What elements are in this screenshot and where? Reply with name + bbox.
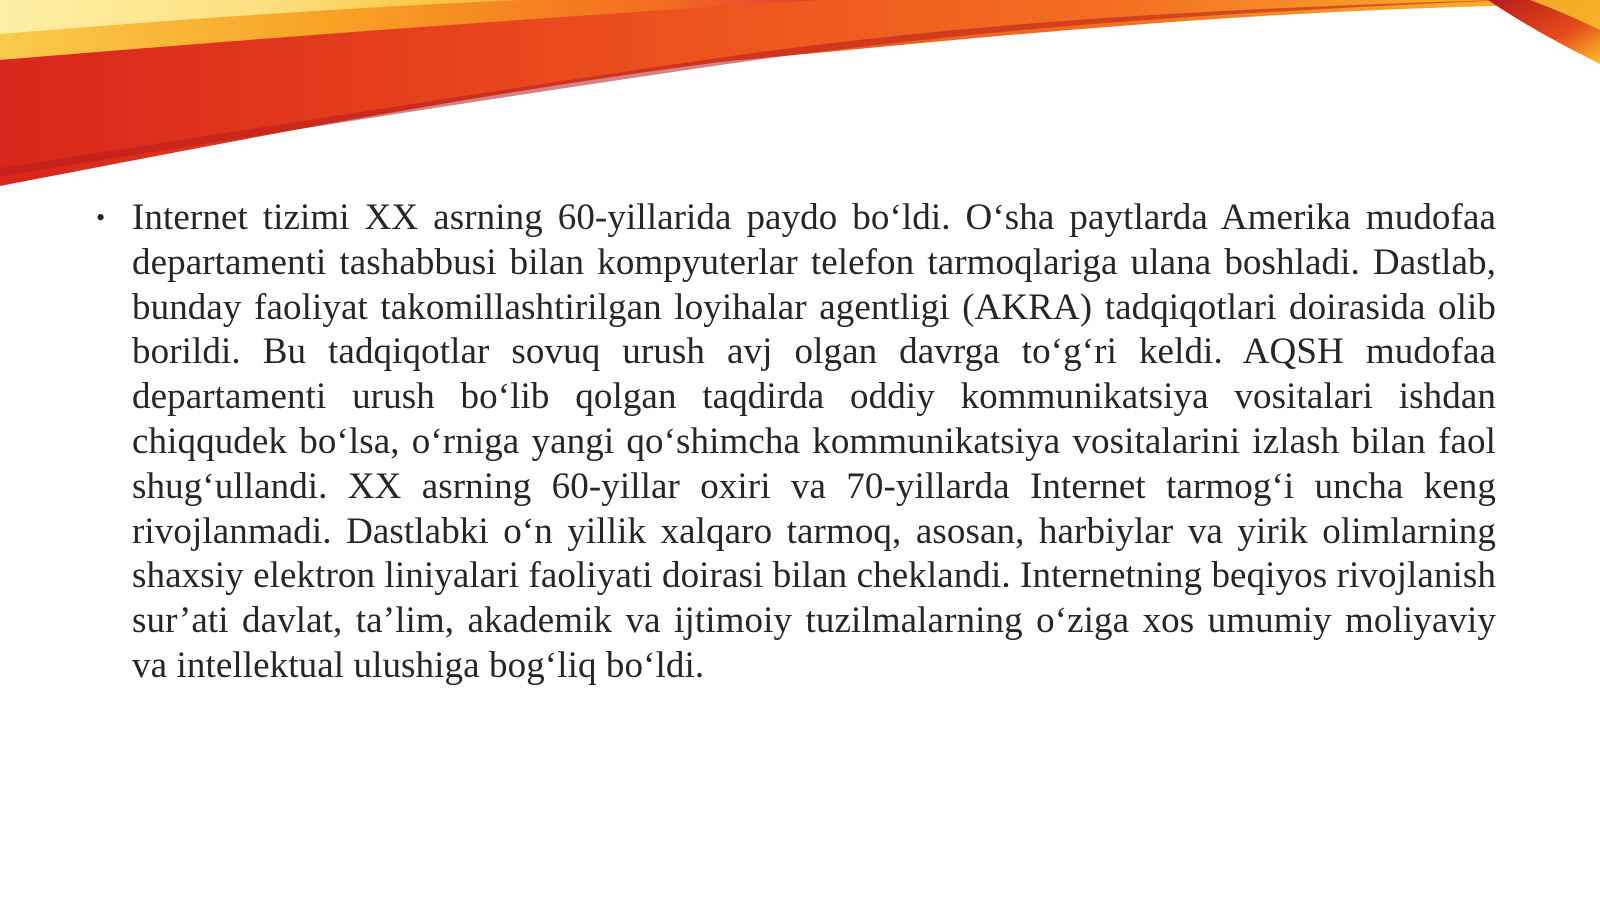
slide-body	[96, 196, 1496, 689]
bullet-point-icon: •	[96, 203, 106, 232]
slide-paragraph: Internet tizimi XX asrning 60-yillarida paydo boʻldi. Oʻsha paytlarda Amerika mudofaa departamenti tashabbusi bilan kompyuterlar telefon tarmoqlariga ulana boshladi. Dastlab, bunday faoliyat takomillashtirilgan loyihalar agentligi (AKRA) tadqiqotlari doirasida olib borildi. Bu tadqiqotlar sovuq urush avj olgan davrga toʻgʻri keldi. AQSH mudofaa departamenti urush boʻlib qolgan taqdirda oddiy kommunikatsiya vositalari ishdan chiqqudek boʻlsa, oʻrniga yangi qoʻshimcha kommunikatsiya vositalarini izlash bilan faol shugʻullandi. XX asrning 60-yillar oxiri va 70-yillarda Internet tarmogʻi uncha keng rivojlanmadi. Dastlabki oʻn yillik xalqaro tarmoq, asosan, harbiylar va yirik olimlarning shaxsiy elektron liniyalari faoliyati doirasi bilan cheklandi. Internetning beqiyos rivojlanish sur’ati davlat, ta’lim, akademik va ijtimoiy tuzilmalarning oʻziga xos umumiy moliyaviy va intellektual ulushiga bogʻliq boʻldi.	[132, 197, 1496, 686]
decorative-header-swoosh	[0, 0, 1600, 200]
